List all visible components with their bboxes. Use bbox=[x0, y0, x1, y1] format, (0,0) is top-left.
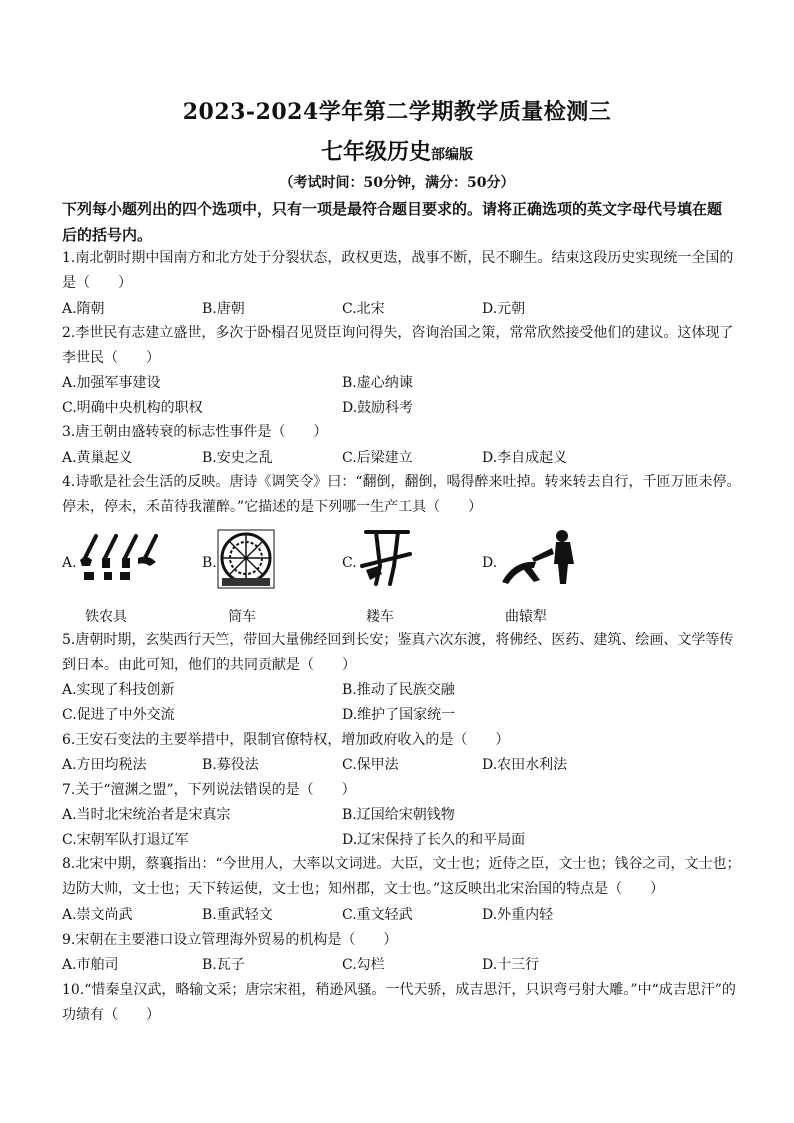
q2-option-b: B.虚心纳谏 bbox=[342, 375, 413, 391]
q1-option-d: D.元朝 bbox=[482, 301, 526, 317]
tongche-image bbox=[216, 528, 276, 590]
q4-option-a: A. bbox=[62, 555, 77, 571]
q4-option-b: B. bbox=[202, 555, 217, 571]
q7-option-d: D.辽宋保持了长久的和平局面 bbox=[342, 832, 526, 848]
q9-option-a: A.市舶司 bbox=[62, 957, 119, 973]
question-2-stem: 2.李世民有志建立盛世，多次于卧榻召见贤臣询问得失，咨询治国之策，常常欣然接受他们的建议。这体现了李世民（ ） bbox=[62, 325, 734, 366]
question-3-stem: 3.唐王朝由盛转衰的标志性事件是（ ） bbox=[62, 424, 328, 440]
q2-option-c: C.明确中央机构的职权 bbox=[62, 400, 203, 416]
exam-info: （考试时间：50分钟，满分：50分） bbox=[279, 175, 515, 191]
instructions: 下列每小题列出的四个选项中，只有一项是最符合题目要求的。请将正确选项的英文字母代号填在题后的括号内。 bbox=[62, 200, 723, 244]
exam-title: 2023-2024学年第二学期教学质量检测三 bbox=[182, 99, 612, 125]
exam-subtitle bbox=[0, 135, 794, 166]
q7-option-a: A.当时北宋统治者是宋真宗 bbox=[62, 807, 231, 823]
question-1-stem: 1.南北朝时期中国南方和北方处于分裂状态，政权更迭，战事不断，民不聊生。结束这段历史实现统一全国的是（ ） bbox=[62, 250, 734, 291]
q9-option-d: D.十三行 bbox=[482, 957, 540, 973]
q6-option-d: D.农田水利法 bbox=[482, 757, 568, 773]
q1-option-b: B.唐朝 bbox=[202, 301, 245, 317]
q1-option-c: C.北宋 bbox=[342, 301, 385, 317]
q6-option-a: A.方田均税法 bbox=[62, 757, 147, 773]
q2-option-a: A.加强军事建设 bbox=[62, 375, 161, 391]
q1-option-a: A.隋朝 bbox=[62, 301, 105, 317]
q6-option-c: C.保甲法 bbox=[342, 757, 399, 773]
q5-option-d: D.维护了国家统一 bbox=[342, 707, 456, 723]
q3-option-d: D.李自成起义 bbox=[482, 450, 568, 466]
q4-option-d: D. bbox=[482, 555, 498, 571]
question-4-stem: 4.诗歌是社会生活的反映。唐诗《调笑令》曰：“翻倒，翻倒，喝得醉来吐掉。转来转去自行，千匝万匝未停。停未，停未，禾苗待我灌醉。”它描述的是下列哪一生产工具（ ） bbox=[62, 474, 741, 515]
q3-option-b: B.安史之乱 bbox=[202, 450, 273, 466]
quyuanli-image bbox=[496, 526, 586, 590]
q2-option-d: D.鼓励科考 bbox=[342, 400, 414, 416]
q8-option-b: B.重武轻文 bbox=[202, 907, 273, 923]
q6-option-b: B.募役法 bbox=[202, 757, 259, 773]
q3-option-c: C.后梁建立 bbox=[342, 450, 413, 466]
q5-option-b: B.推动了民族交融 bbox=[342, 682, 455, 698]
q4-option-c: C. bbox=[342, 555, 357, 571]
q8-option-a: A.崇文尚武 bbox=[62, 907, 133, 923]
caption-quyuanli: 曲辕犁 bbox=[505, 609, 547, 625]
question-9-stem: 9.宋朝在主要港口设立管理海外贸易的机构是（ ） bbox=[62, 932, 398, 948]
subtitle-main: 七年级历史 bbox=[320, 139, 431, 165]
question-8-stem: 8.北宋中期，蔡襄指出：“今世用人，大率以文词进。大臣，文士也；近侍之臣，文士也；钱谷之司，文士也；边防大帅，文士也；天下转运使，文士也；知州郡，文士也。”这反映出北宋治国的特点是（ ） bbox=[62, 856, 741, 897]
q5-option-c: C.促进了中外交流 bbox=[62, 707, 175, 723]
question-6-stem: 6.王安石变法的主要举措中，限制官僚特权，增加政府收入的是（ ） bbox=[62, 732, 510, 748]
q8-option-d: D.外重内轻 bbox=[482, 907, 554, 923]
q3-option-a: A.黄巢起义 bbox=[62, 450, 133, 466]
subtitle-edition: 部编版 bbox=[431, 147, 473, 163]
louche-image bbox=[356, 526, 416, 590]
question-7-stem: 7.关于“澶渊之盟”，下列说法错误的是（ ） bbox=[62, 782, 356, 798]
question-5-stem: 5.唐朝时期，玄奘西行天竺，带回大量佛经回到长安；鉴真六次东渡，将佛经、医药、建筑、绘画、文学等传到日本。由此可知，他们的共同贡献是（ ） bbox=[62, 632, 734, 673]
question-10-stem: 10.“惜秦皇汉武，略输文采；唐宗宋祖，稍逊风骚。一代天骄，成吉思汗，只识弯弓射大雕。”中“成吉思汗”的功绩有（ ） bbox=[62, 982, 736, 1023]
caption-iron-tools: 铁农具 bbox=[85, 609, 127, 625]
q8-option-c: C.重文轻武 bbox=[342, 907, 413, 923]
q5-option-a: A.实现了科技创新 bbox=[62, 682, 175, 698]
q9-option-c: C.勾栏 bbox=[342, 957, 385, 973]
iron-tools-image bbox=[76, 528, 176, 588]
q7-option-b: B.辽国给宋朝钱物 bbox=[342, 807, 455, 823]
q9-option-b: B.瓦子 bbox=[202, 957, 245, 973]
caption-tongche: 筒车 bbox=[228, 609, 256, 625]
q7-option-c: C.宋朝军队打退辽军 bbox=[62, 832, 189, 848]
caption-louche: 耧车 bbox=[366, 609, 394, 625]
